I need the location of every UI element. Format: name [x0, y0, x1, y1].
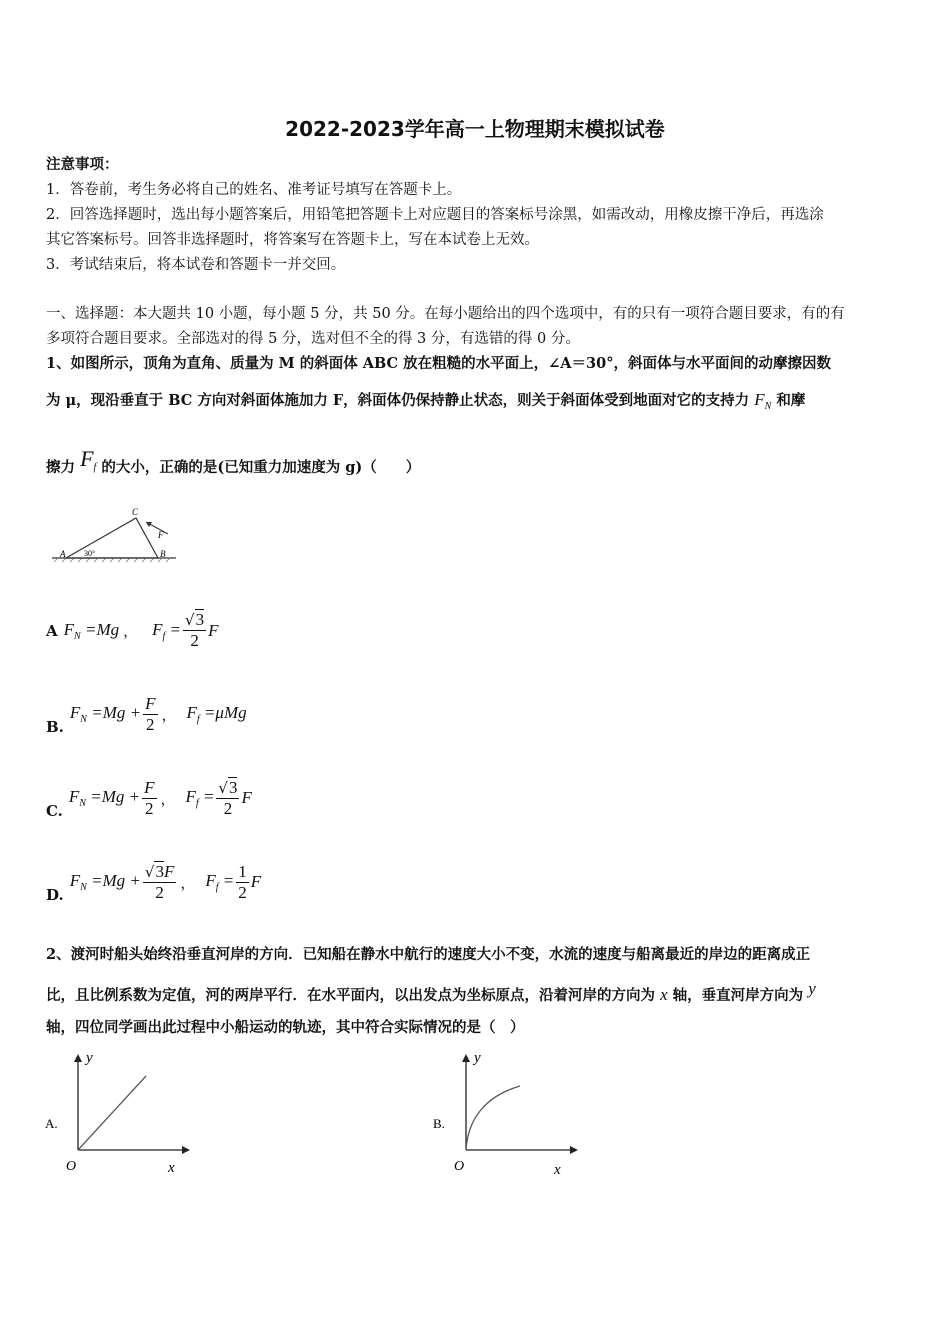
- q1-stem-line3: [46, 446, 420, 477]
- q1-stem-line2-end: 和摩: [776, 392, 806, 409]
- q1-stem-line3-end: 的大小，正确的是(已知重力加速度为 g)（ ）: [101, 459, 421, 476]
- graph-a-trajectory: [78, 1076, 146, 1150]
- vertex-a-label: A: [60, 549, 66, 559]
- graph-b-y-label: y: [474, 1050, 481, 1066]
- graph-a[interactable]: [40, 1046, 200, 1178]
- q2-stem-line3: 轴，四位同学画出此过程中小船运动的轨迹，其中符合实际情况的是（ ）: [46, 1019, 525, 1036]
- option-d-fn: $F_N =Mg$ +: [69, 871, 141, 893]
- q2-stem-line2a: 比，且比例系数为定值，河的两岸平行．在水平面内，以出发点为坐标原点，沿着河岸的方向为: [46, 987, 655, 1004]
- section-instructions-line2: 多项符合题目要求。全部选对的得 5 分，选对但不全的得 3 分，有选错的得 0 分。: [46, 331, 580, 347]
- graph-b-x-label: x: [554, 1162, 561, 1178]
- graph-b-origin: O: [454, 1159, 465, 1174]
- graph-b-trajectory: [466, 1086, 520, 1150]
- q2-stem-line2: [46, 979, 816, 1005]
- q2-y-symbol: y: [808, 979, 816, 998]
- q1-stem-line2: [46, 389, 805, 412]
- incline-triangle: [66, 518, 158, 558]
- note-item-2-cont: 其它答案标号。回答非选择题时，将答案写在答题卡上，写在本试卷上无效。: [46, 232, 539, 248]
- option-c-fn: $F_N =Mg$ +: [68, 787, 141, 809]
- graph-a-label: A.: [45, 1116, 58, 1131]
- graph-a-x-label: x: [168, 1160, 175, 1176]
- graph-a-y-label: y: [86, 1050, 93, 1066]
- option-d-frac-1: $\frac{√3F}{2}$: [144, 861, 175, 902]
- q1-option-b[interactable]: B. $F_N =Mg$ + $\frac{F}{2}$ ， $F_f =\mu Mg$: [46, 693, 247, 736]
- option-b-frac: $\frac{F}{2}$: [145, 693, 156, 734]
- option-d-frac-2: $\frac{1}{2}$: [238, 861, 247, 902]
- q1-option-c[interactable]: C. $F_N =Mg$ + $\frac{F}{2}$ ， $F_f$ = $\frac{√3}{2}$ F: [46, 777, 252, 820]
- q1-fn-symbol: $F_N$: [754, 390, 772, 412]
- option-b-fn: $F_N =Mg$ +: [69, 703, 142, 725]
- option-c-ff: $F_f$ =: [185, 787, 215, 809]
- q1-option-a[interactable]: A $F_N =Mg$ ， $F_f$ = $\frac{√3}{2}$ F: [46, 610, 219, 650]
- section-instructions-line1: 一、选择题：本大题共 10 小题，每小题 5 分，共 50 分。在每小题给出的四个选项中，有的只有一项符合题目要求，有的有: [46, 306, 845, 322]
- notes-heading: 注意事项：: [46, 156, 119, 173]
- q1-stem-line2-text: 为 μ，现沿垂直于 BC 方向对斜面体施加力 F，斜面体仍保持静止状态，则关于斜面体受到地面对它的支持力: [46, 392, 750, 409]
- note-item-1: 1．答卷前，考生务必将自己的姓名、准考证号填写在答题卡上。: [46, 182, 462, 198]
- option-c-frac-1: $\frac{F}{2}$: [144, 777, 155, 818]
- q2-stem-line2b: 轴，垂直河岸方向为: [672, 987, 804, 1004]
- option-b-ff: $F_f =\mu Mg$: [186, 703, 247, 725]
- q2-x-symbol: x: [660, 985, 668, 1004]
- option-c-label: C.: [46, 802, 63, 820]
- option-a-fn: $F_N =Mg$: [63, 619, 120, 642]
- graph-b-label: B.: [433, 1116, 445, 1131]
- q1-stem-line3-start: 擦力: [46, 459, 75, 476]
- page-title: 2022-2023学年高一上物理期末模拟试卷: [285, 117, 665, 141]
- option-a-frac: $\frac{√3}{2}$: [185, 610, 205, 650]
- option-d-ff: $F_f$ =: [205, 871, 235, 893]
- note-item-3: 3．考试结束后，将本试卷和答题卡一并交回。: [46, 257, 346, 273]
- q1-option-d[interactable]: D. $F_N =Mg$ + $\frac{√3F}{2}$ ， $F_f$ = $\frac{1}{2}$ F: [46, 861, 262, 904]
- note-item-2: 2．回答选择题时，选出每小题答案后，用铅笔把答题卡上对应题目的答案标号涂黑，如需改动，用橡皮擦干净后，再选涂: [46, 207, 824, 223]
- option-d-label: D.: [46, 886, 64, 904]
- option-a-ff: $F_f$ =: [152, 619, 182, 642]
- vertex-c-label: C: [132, 507, 139, 517]
- graph-b[interactable]: [428, 1046, 588, 1178]
- option-b-label: B.: [46, 718, 64, 736]
- angle-label: 30°: [84, 549, 96, 558]
- option-a-label: A: [46, 621, 58, 640]
- graph-a-origin: O: [66, 1159, 77, 1174]
- q1-stem-line1: 1、如图所示，顶角为直角、质量为 M 的斜面体 ABC 放在粗糙的水平面上，∠A＝30°，斜面体与水平面间的动摩擦因数: [46, 355, 831, 372]
- q2-stem-line1: 2、渡河时船头始终沿垂直河岸的方向．已知船在静水中航行的速度大小不变，水流的速度与船离最近的岸边的距离成正: [46, 946, 811, 963]
- option-c-frac-2: $\frac{√3}{2}$: [218, 777, 238, 818]
- vertex-b-label: B: [160, 549, 166, 559]
- incline-figure: [48, 500, 180, 568]
- force-f-label: F: [158, 530, 164, 540]
- q1-ff-symbol: $F_f$: [80, 446, 97, 473]
